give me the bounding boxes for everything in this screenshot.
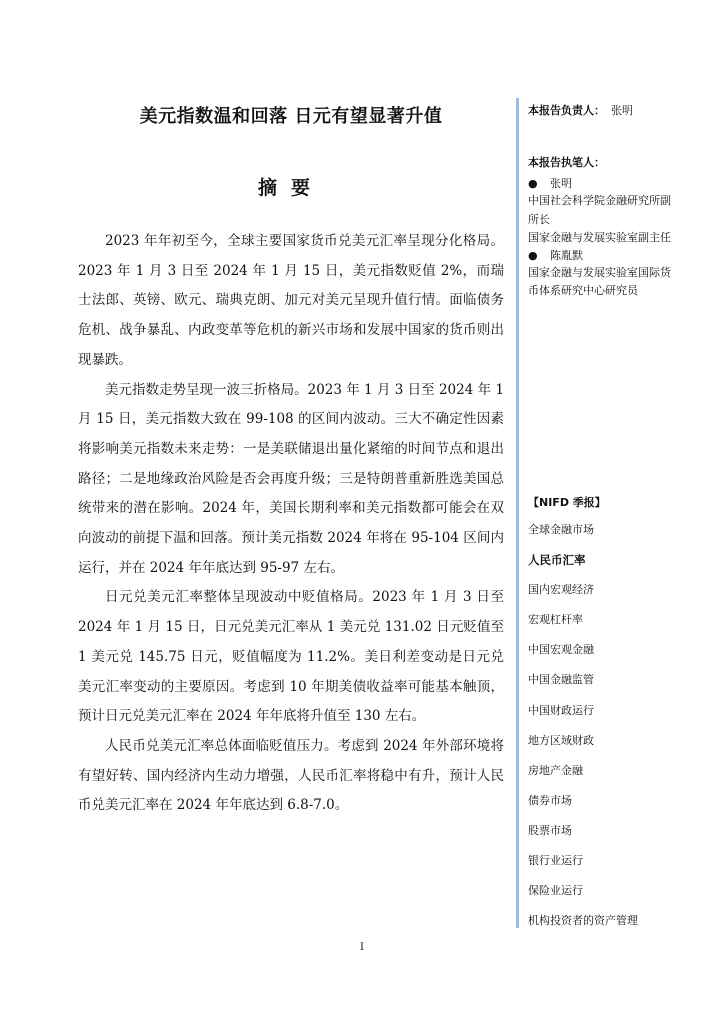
abstract-paragraph: 人民币兑美元汇率总体面临贬值压力。考虑到 2024 年外部环境将有望好转、国内经济内生动力增强，人民币汇率将稳中有升，预计人民币兑美元汇率在 2024 年年底达到 6.8-7.0。	[78, 737, 504, 814]
main-content	[78, 92, 504, 821]
author-name	[528, 176, 678, 192]
author-list	[528, 176, 678, 301]
nifd-item[interactable]: 国内宏观经济	[528, 583, 594, 597]
nifd-item[interactable]: 中国宏观金融	[528, 643, 594, 657]
sidebar-divider	[516, 98, 519, 928]
nifd-label: 【NIFD 季报】	[528, 496, 606, 509]
author-name	[528, 248, 678, 264]
author-name-text: 张明	[550, 177, 572, 190]
author-name-text: 陈胤默	[550, 248, 583, 262]
responsible-label: 本报告负责人：	[528, 104, 605, 117]
nifd-item[interactable]: 地方区域财政	[528, 733, 594, 747]
nifd-item[interactable]: 股票市场	[528, 823, 572, 837]
author-title: 国家金融与发展实验室副主任	[528, 231, 671, 244]
report-title: 美元指数温和回落 日元有望显著升值	[139, 106, 443, 127]
author-title: 中国社会科学院金融研究所副所长	[528, 194, 671, 226]
nifd-item[interactable]: 中国金融监管	[528, 673, 594, 687]
nifd-item[interactable]: 机构投资者的资产管理	[528, 914, 638, 928]
nifd-item[interactable]: 银行业运行	[528, 854, 583, 868]
responsible-person	[528, 102, 633, 118]
nifd-item[interactable]: 房地产金融	[528, 763, 583, 777]
nifd-item-active[interactable]: 人民币汇率	[528, 553, 586, 568]
nifd-item[interactable]: 全球金融市场	[528, 523, 594, 536]
responsible-name: 张明	[611, 104, 633, 117]
nifd-item[interactable]: 宏观杠杆率	[528, 613, 583, 627]
abstract-paragraph: 美元指数走势呈现一波三折格局。2023 年 1 月 3 日至 2024 年 1 月 15 日，美元指数大致在 99-108 的区间内波动。三大不确定性因素将影响美元指数未来走势：一是美联储退出量化紧缩的时间节点和退出路径；二是地缘政治风险是否会再度升级；三是特朗普重新胜选美国总统带来的潜在影响。2024 年，美国长期利率和美元指数都可能会在双向波动的前提下温和回落。预计美元指数 2024 年将在 95-104 区间内运行，并在 2024 年年底达到 95-97 左右。	[78, 381, 504, 576]
bullet-icon: ●	[528, 248, 538, 262]
writers-label: 本报告执笔人：	[528, 156, 605, 169]
nifd-item[interactable]: 中国财政运行	[528, 703, 594, 717]
abstract-body	[78, 227, 504, 821]
nifd-item[interactable]: 债券市场	[528, 793, 572, 807]
nifd-item[interactable]: 保险业运行	[528, 884, 583, 898]
abstract-heading: 摘要	[257, 177, 324, 199]
author-title: 国家金融与发展实验室国际货币体系研究中心研究员	[528, 265, 671, 297]
bullet-icon: ●	[528, 177, 538, 190]
abstract-paragraph: 日元兑美元汇率整体呈现波动中贬值格局。2023 年 1 月 3 日至 2024 年 1 月 15 日，日元兑美元汇率从 1 美元兑 131.02 日元贬值至 1 美元兑 145.75 日元，贬值幅度为 11.2%。美日利差变动是日元兑美元汇率变动的主要原因。考虑到 10 年期美债收益率可能基本触顶，预计日元兑美元汇率在 2024 年年底将升值至 130 左右。	[78, 589, 504, 725]
abstract-paragraph: 2023 年年初至今，全球主要国家货币兑美元汇率呈现分化格局。2023 年 1 月 3 日至 2024 年 1 月 15 日，美元指数贬值 2%，而瑞士法郎、英镑、欧元、瑞典克朗、加元对美元呈现升值行情。面临债务危机、战争暴乱、内政变革等危机的新兴市场和发展中国家的货币则出现暴跌。	[78, 233, 504, 368]
page-number: I	[360, 942, 364, 953]
nifd-report-list	[528, 512, 638, 933]
